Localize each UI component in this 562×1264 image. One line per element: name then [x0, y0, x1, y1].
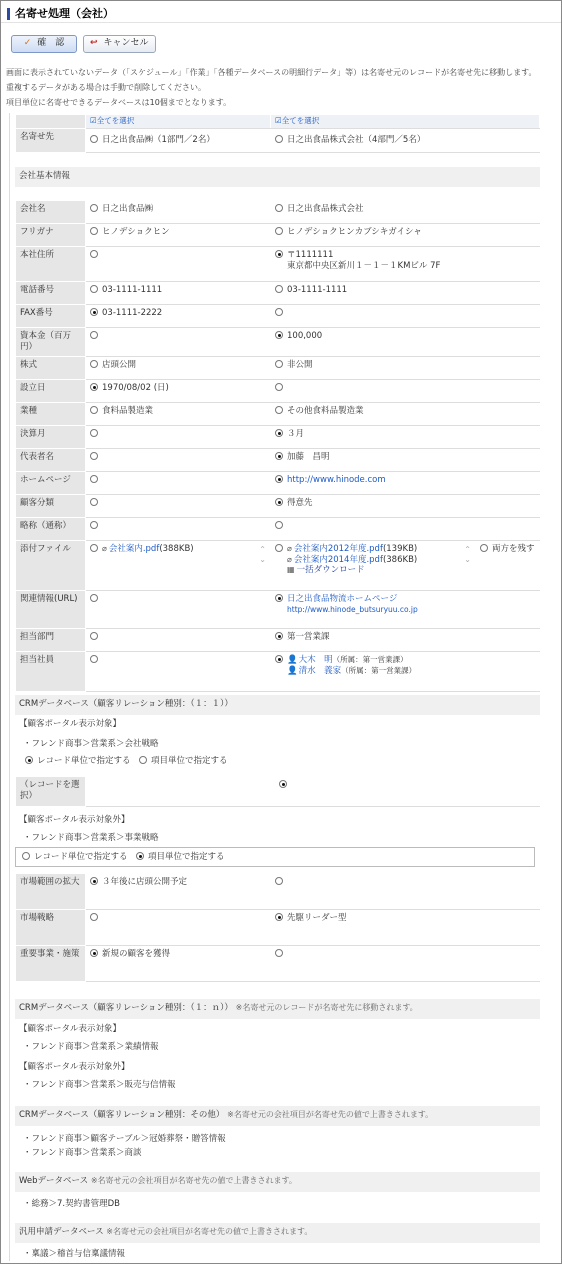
value-text: ３月 — [287, 429, 305, 439]
value-a[interactable] — [86, 328, 271, 357]
dest-b[interactable] — [271, 129, 540, 153]
related-url[interactable]: http://www.hinode_butsuryuu.co.jp — [287, 604, 418, 614]
section-web-db — [15, 1172, 540, 1192]
radio[interactable] — [90, 498, 98, 506]
record-select-label: （レコードを選択） — [16, 777, 86, 807]
person-icon: 👤 — [287, 655, 298, 665]
radio-selected[interactable] — [90, 877, 98, 885]
section-app-db — [15, 1223, 540, 1243]
value-b[interactable] — [271, 201, 540, 224]
section-title: Webデータベース — [19, 1176, 89, 1186]
radio-selected[interactable] — [275, 429, 283, 437]
select-all-b[interactable] — [271, 115, 540, 129]
radio-selected[interactable] — [275, 498, 283, 506]
row-label: 本社住所 — [16, 247, 86, 282]
both-text: 両方を残す — [492, 544, 535, 554]
file-size: (139KB) — [382, 544, 418, 554]
radio[interactable] — [90, 429, 98, 437]
value-a[interactable] — [86, 910, 271, 946]
value-a[interactable] — [86, 357, 271, 380]
value-text: その他食料品製造業 — [287, 406, 364, 416]
db-path: ・フレンド商事＞営業系＞販売与信情報 — [23, 1080, 176, 1090]
radio[interactable] — [275, 949, 283, 957]
value-b[interactable] — [271, 874, 540, 910]
db-path: ・フレンド商事＞営業系＞会社戦略 — [23, 739, 159, 749]
value-b[interactable] — [271, 282, 540, 305]
value-text: ヒノデショクヒン — [102, 227, 170, 237]
dest-b-text: 日之出食品株式会社（4部門／5名） — [287, 135, 426, 145]
clip-icon: ⌀ — [102, 544, 107, 553]
value-text: 日之出食品㈱ — [102, 204, 154, 214]
radio[interactable] — [90, 331, 98, 339]
radio-selected[interactable] — [275, 655, 283, 663]
value-text: 食料品製造業 — [102, 406, 154, 416]
file-link[interactable]: 会社案内.pdf — [108, 544, 160, 554]
select-all-link[interactable]: 全てを選択 — [96, 116, 135, 125]
value-b[interactable] — [271, 629, 540, 652]
crm-item-table — [15, 873, 540, 982]
section-title: CRMデータベース（顧客リレーション種別：（１：ｎ）） — [19, 1003, 233, 1013]
value-a[interactable] — [86, 224, 271, 247]
value-b[interactable] — [271, 305, 540, 328]
radio[interactable] — [275, 204, 283, 212]
value-text: 加藤 昌明 — [287, 452, 330, 462]
radio[interactable] — [90, 521, 98, 529]
row-label: 担当部門 — [16, 629, 86, 652]
value-text: ヒノデショクヒンカブシキガイシャ — [287, 227, 422, 237]
radio-selected[interactable] — [90, 949, 98, 957]
value-text: 第一営業課 — [287, 632, 330, 642]
dest-table — [15, 114, 540, 153]
value-a[interactable] — [86, 449, 271, 472]
row-label: 設立日 — [16, 380, 86, 403]
value-a[interactable] — [86, 874, 271, 910]
file-link[interactable]: 会社案内2012年度.pdf — [293, 544, 383, 554]
section-basic: 会社基本情報 — [15, 167, 540, 187]
radio-selected[interactable] — [279, 780, 287, 788]
radio[interactable] — [90, 632, 98, 640]
staff-link[interactable]: 清水 義家 — [298, 665, 342, 676]
cancel-label: キャンセル — [103, 38, 149, 49]
section-note: ※名寄せ元のレコードが名寄せ先に移動されます。 — [235, 1003, 418, 1012]
radio[interactable] — [22, 852, 30, 860]
section-title: CRMデータベース（顧客リレーション種別：その他） — [19, 1110, 225, 1120]
value-b[interactable] — [271, 247, 540, 282]
section-title: 汎用申請データベース — [19, 1227, 104, 1237]
value-b[interactable] — [271, 380, 540, 403]
dest-a[interactable] — [86, 129, 271, 153]
section-note: ※名寄せ元の会社項目が名寄せ先の値で上書きされます。 — [90, 1176, 297, 1185]
basic-table — [15, 200, 540, 692]
scroll-arrows-icon[interactable]: ⌃ ⌄ — [464, 545, 471, 564]
db-path: ・フレンド商事＞営業系＞業績情報 — [23, 1042, 159, 1052]
radio[interactable] — [90, 452, 98, 460]
note-line: 重複するデータがある場合は手動で削除してください。 — [6, 83, 206, 92]
opt-item: 項目単位で指定する — [151, 756, 228, 766]
radio-selected[interactable] — [90, 308, 98, 316]
value-text: 先駆リーダー型 — [287, 913, 347, 923]
value-a[interactable] — [86, 380, 271, 403]
value-text: 日之出食品株式会社 — [287, 204, 364, 214]
radio[interactable] — [480, 544, 488, 552]
value-a[interactable] — [86, 305, 271, 328]
radio[interactable] — [275, 521, 283, 529]
value-text: 店頭公開 — [102, 360, 137, 370]
radio[interactable] — [90, 135, 98, 143]
cancel-button[interactable] — [83, 35, 156, 53]
value-a[interactable] — [86, 426, 271, 449]
db-path: ・フレンド商事＞顧客テーブル＞冠婚葬祭・贈答情報 — [23, 1134, 226, 1144]
attach-b[interactable] — [271, 541, 476, 591]
dest-a-text: 日之出食品㈱（1部門／2名） — [102, 135, 215, 145]
row-label: 資本金（百万円） — [16, 328, 86, 357]
value-a[interactable] — [86, 472, 271, 495]
confirm-label: 確 認 — [37, 38, 65, 49]
value-text: 得意先 — [287, 498, 313, 508]
related-link[interactable]: 日之出食品物流ホームページ — [287, 594, 398, 604]
check-icon: ✓ — [23, 38, 32, 49]
value-b[interactable] — [271, 777, 540, 807]
radio[interactable] — [275, 406, 283, 414]
radio-selected[interactable] — [25, 756, 33, 764]
radio[interactable] — [139, 756, 147, 764]
radio[interactable] — [90, 475, 98, 483]
radio[interactable] — [90, 406, 98, 414]
value-a[interactable] — [86, 403, 271, 426]
value-a[interactable] — [86, 495, 271, 518]
radio[interactable] — [275, 877, 283, 885]
value-text: 100,000 — [287, 331, 323, 341]
value-b[interactable] — [271, 403, 540, 426]
row-label: 略称（通称） — [16, 518, 86, 541]
radio[interactable] — [275, 383, 283, 391]
value-text: 非公開 — [287, 360, 313, 370]
record-table — [15, 776, 540, 807]
person-icon: 👤 — [287, 665, 298, 676]
section-crm-1-1: CRMデータベース（顧客リレーション種別：（１：１）） — [15, 695, 540, 715]
radio[interactable] — [275, 227, 283, 235]
radio[interactable] — [90, 250, 98, 258]
row-label: 添付ファイル — [16, 541, 86, 591]
homepage-link[interactable]: http://www.hinode.com — [287, 475, 386, 485]
clip-icon: ⌀ — [287, 544, 292, 553]
value-b[interactable] — [271, 591, 540, 629]
check-all-icon: ☑ — [90, 116, 97, 125]
value-text: 〒1111111 — [287, 250, 334, 260]
title-accent — [7, 8, 10, 20]
value-text: ３年後に店頭公開予定 — [102, 877, 188, 887]
value-a[interactable] — [86, 946, 271, 982]
radio[interactable] — [275, 135, 283, 143]
radio[interactable] — [90, 594, 98, 602]
return-arrow-icon: ↩ — [90, 38, 98, 49]
value-b[interactable] — [271, 224, 540, 247]
value-b[interactable] — [271, 495, 540, 518]
file-size: (386KB) — [382, 554, 418, 565]
value-a[interactable] — [86, 282, 271, 305]
radio[interactable] — [90, 285, 98, 293]
note-line: 項目単位に名寄せできるデータベースは10個までとなります。 — [6, 98, 232, 107]
value-b[interactable] — [271, 518, 540, 541]
row-label: FAX番号 — [16, 305, 86, 328]
row-label: 業種 — [16, 403, 86, 426]
radio[interactable] — [90, 360, 98, 368]
value-text: 新規の顧客を獲得 — [102, 949, 171, 959]
db-path: ・総務＞7.契約書管理DB — [23, 1199, 120, 1209]
value-a[interactable] — [86, 652, 271, 692]
row-label: 電話番号 — [16, 282, 86, 305]
db-path: ・フレンド商事＞営業系＞事業戦略 — [23, 833, 159, 843]
radio-selected[interactable] — [90, 383, 98, 391]
corner-cell — [16, 115, 86, 129]
radio-selected[interactable] — [136, 852, 144, 860]
value-a[interactable] — [86, 591, 271, 629]
attach-a[interactable] — [86, 541, 271, 591]
note-line: 画面に表示されていないデータ（「スケジュール」「作業」「各種データベースの明細行データ」等）は名寄せ元のレコードが名寄せ先に移動します。 — [6, 68, 537, 77]
opt-item: 項目単位で指定する — [148, 852, 225, 862]
row-label: 顧客分類 — [16, 495, 86, 518]
attach-both[interactable] — [476, 541, 540, 591]
toolbar — [11, 35, 156, 53]
value-a[interactable] — [86, 201, 271, 224]
mode-options — [15, 752, 535, 772]
value-b[interactable] — [271, 472, 540, 495]
db-path: ・稟議＞稽首与信稟議情報 — [23, 1249, 126, 1259]
value-b[interactable] — [271, 910, 540, 946]
page-title: 名寄せ処理（会社） — [15, 6, 114, 20]
row-label: 市場範囲の拡大 — [16, 874, 86, 910]
portal-off-label: 【顧客ポータル表示対象外】 — [19, 1062, 130, 1072]
value-b[interactable] — [271, 426, 540, 449]
radio[interactable] — [90, 913, 98, 921]
portal-off-label: 【顧客ポータル表示対象外】 — [19, 815, 130, 825]
row-label: 株式 — [16, 357, 86, 380]
row-label: フリガナ — [16, 224, 86, 247]
radio[interactable] — [90, 655, 98, 663]
radio-selected[interactable] — [275, 632, 283, 640]
radio[interactable] — [275, 544, 283, 552]
download-icon: ▦ — [287, 565, 295, 575]
value-text: 03-1111-2222 — [102, 308, 163, 318]
scroll-arrows-icon[interactable]: ⌃ ⌄ — [259, 545, 266, 564]
value-b[interactable] — [271, 652, 540, 692]
section-note: ※名寄せ元の会社項目が名寄せ先の値で上書きされます。 — [106, 1227, 313, 1236]
select-all-link[interactable]: 全てを選択 — [281, 116, 320, 125]
staff-dept: （所属：第一営業課） — [332, 655, 408, 664]
radio[interactable] — [275, 285, 283, 293]
dest-label: 名寄せ先 — [16, 129, 86, 153]
radio[interactable] — [90, 204, 98, 212]
row-label: 重要事業・施策 — [16, 946, 86, 982]
value-text: 東京都中央区新川１－１－１KMビル 7F — [287, 260, 441, 271]
value-b[interactable] — [271, 328, 540, 357]
radio[interactable] — [90, 544, 98, 552]
file-size: (388KB) — [159, 544, 194, 554]
row-label: 会社名 — [16, 201, 86, 224]
value-a[interactable] — [86, 629, 271, 652]
section-note: ※名寄せ元の会社項目が名寄せ先の値で上書きされます。 — [227, 1110, 434, 1119]
value-a[interactable] — [86, 247, 271, 282]
value-text: 03-1111-1111 — [287, 285, 348, 295]
select-all-a[interactable] — [86, 115, 271, 129]
value-a[interactable] — [86, 518, 271, 541]
section-crm-other — [15, 1106, 540, 1126]
value-b[interactable] — [271, 946, 540, 982]
bulk-download-link[interactable]: 一括ダウンロード — [296, 565, 365, 576]
portal-on-label: 【顧客ポータル表示対象】 — [19, 719, 122, 729]
value-b[interactable] — [271, 449, 540, 472]
opt-record: レコード単位で指定する — [34, 852, 128, 862]
radio-selected[interactable] — [275, 250, 283, 258]
opt-record: レコード単位で指定する — [37, 756, 131, 766]
title-bar — [1, 1, 561, 23]
staff-dept: （所属：第一営業課） — [341, 665, 417, 675]
value-b[interactable] — [271, 357, 540, 380]
row-label: ホームページ — [16, 472, 86, 495]
row-label: 決算月 — [16, 426, 86, 449]
file-link[interactable]: 会社案内2014年度.pdf — [293, 554, 383, 565]
radio-selected[interactable] — [275, 913, 283, 921]
radio-selected[interactable] — [275, 594, 283, 602]
row-label: 関連情報(URL) — [16, 591, 86, 629]
row-label: 担当社員 — [16, 652, 86, 692]
staff-link[interactable]: 大木 明 — [298, 655, 333, 665]
value-a[interactable] — [86, 777, 271, 807]
radio-selected[interactable] — [275, 331, 283, 339]
value-text: 03-1111-1111 — [102, 285, 163, 295]
confirm-button[interactable] — [11, 35, 77, 53]
radio[interactable] — [275, 360, 283, 368]
mode-options — [15, 847, 535, 867]
section-crm-1-n — [15, 999, 540, 1019]
radio[interactable] — [275, 308, 283, 316]
value-text: 1970/08/02 (日) — [102, 383, 169, 393]
db-path: ・フレンド商事＞営業系＞商談 — [23, 1148, 142, 1158]
row-label: 代表者名 — [16, 449, 86, 472]
radio-selected[interactable] — [275, 475, 283, 483]
clip-icon: ⌀ — [287, 554, 292, 564]
portal-on-label: 【顧客ポータル表示対象】 — [19, 1024, 122, 1034]
radio-selected[interactable] — [275, 452, 283, 460]
row-label: 市場戦略 — [16, 910, 86, 946]
check-all-icon: ☑ — [275, 116, 282, 125]
radio[interactable] — [90, 227, 98, 235]
